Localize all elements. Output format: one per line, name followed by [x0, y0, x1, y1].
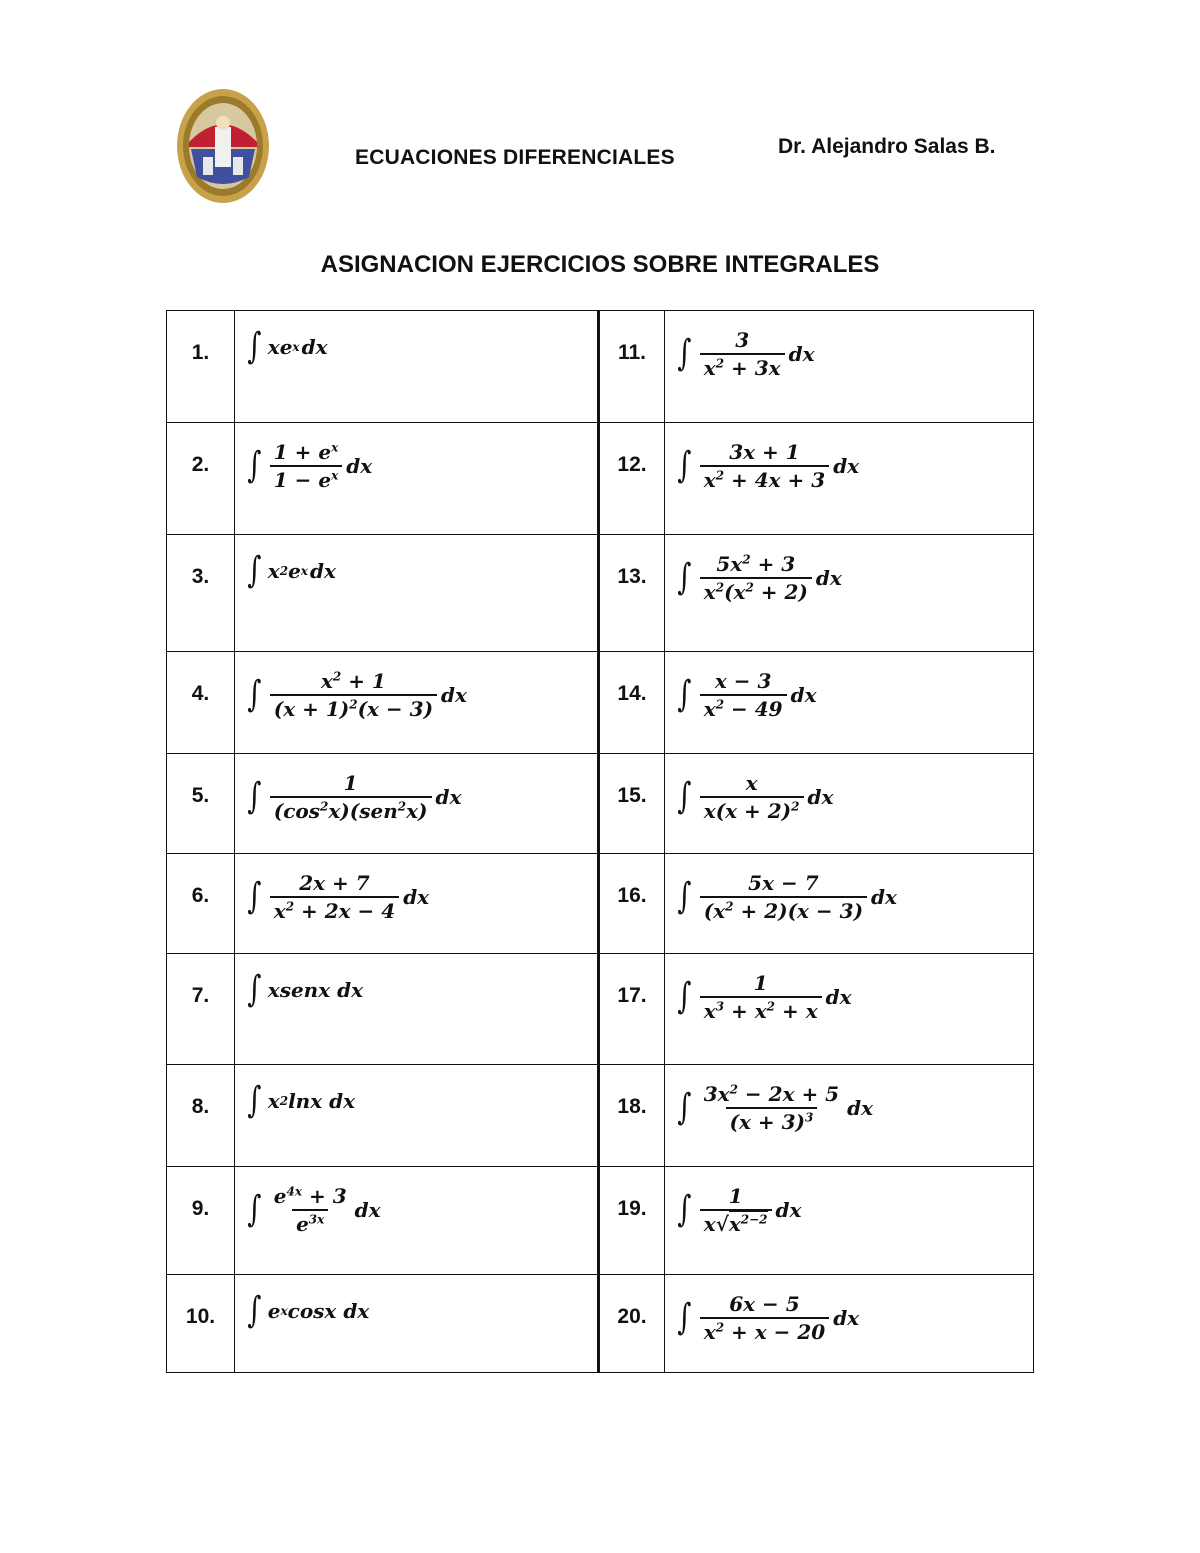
exercise-number: 20. [599, 1275, 665, 1373]
table-row [167, 854, 1034, 954]
exercise-number: 14. [599, 652, 665, 754]
exercise-expression: ∫ $\frac{1}{x√x^{2-2}}$ dx [665, 1167, 1034, 1275]
exercise-expression: ∫ xsenx dx [235, 954, 599, 1065]
table-row [167, 1065, 1034, 1167]
exercise-expression: ∫ $\frac{6x - 5}{x^2 + x - 20}$ dx [665, 1275, 1034, 1373]
exercise-number: 19. [599, 1167, 665, 1275]
exercise-expression: ∫ x 2 lnx dx [235, 1065, 599, 1167]
university-seal-icon [175, 87, 271, 205]
exercise-expression: ∫ $\frac{2x + 7}{x^2 + 2x - 4}$ dx [235, 854, 599, 954]
exercise-number: 13. [599, 535, 665, 652]
table-row [167, 1275, 1034, 1373]
page-title: ASIGNACION EJERCICIOS SOBRE INTEGRALES [320, 251, 880, 278]
table-row [167, 311, 1034, 423]
exercise-number: 1. [167, 311, 235, 423]
exercise-expression: ∫ $\frac{3x + 1}{x^2 + 4x + 3}$ dx [665, 423, 1034, 535]
exercise-expression: ∫ $\frac{x - 3}{x^2 - 49}$ dx [665, 652, 1034, 754]
exercise-expression: ∫ $\frac{3}{x^2 + 3x}$ dx [665, 311, 1034, 423]
exercise-expression: ∫ $\frac{5x - 7}{(x^2 + 2)(x - 3)}$ dx [665, 854, 1034, 954]
exercise-expression: ∫ $\frac{5x^2 + 3}{x^2(x^2 + 2)}$ dx [665, 535, 1034, 652]
exercise-number: 4. [167, 652, 235, 754]
exercise-number: 18. [599, 1065, 665, 1167]
exercise-expression: ∫ e x cosx dx [235, 1275, 599, 1373]
exercise-number: 2. [167, 423, 235, 535]
exercise-expression: ∫ $\frac{1 + e^x}{1 - e^x}$ dx [235, 423, 599, 535]
exercise-number: 11. [599, 311, 665, 423]
exercise-number: 15. [599, 754, 665, 854]
table-row [167, 1167, 1034, 1275]
exercise-number: 9. [167, 1167, 235, 1275]
exercise-number: 5. [167, 754, 235, 854]
exercise-number: 8. [167, 1065, 235, 1167]
exercise-number: 12. [599, 423, 665, 535]
exercise-expression: ∫ x 2 e x dx [235, 535, 599, 652]
exercise-expression: ∫ $\frac{3x^2 - 2x + 5}{(x + 3)^3}$ dx [665, 1065, 1034, 1167]
author-name: Dr. Alejandro Salas B. [778, 135, 996, 158]
exercise-expression: ∫ $\frac{1}{(\cos^2x)(sen^2x)}$ dx [235, 754, 599, 854]
table-row [167, 535, 1034, 652]
table-row [167, 954, 1034, 1065]
exercise-expression: ∫ $\frac{e^{4x} + 3}{e^{3x}}$ dx [235, 1167, 599, 1275]
exercise-number: 17. [599, 954, 665, 1065]
exercise-table [166, 310, 1034, 1373]
exercise-number: 16. [599, 854, 665, 954]
exercise-expression: ∫ xe x dx [235, 311, 599, 423]
exercise-expression: ∫ $\frac{x^2 + 1}{(x + 1)^2(x - 3)}$ dx [235, 652, 599, 754]
exercise-number: 3. [167, 535, 235, 652]
table-row [167, 652, 1034, 754]
exercise-expression: ∫ $\frac{1}{x^3 + x^2 + x}$ dx [665, 954, 1034, 1065]
exercise-number: 7. [167, 954, 235, 1065]
course-title: ECUACIONES DIFERENCIALES [355, 146, 675, 169]
table-row [167, 423, 1034, 535]
exercise-expression: ∫ $\frac{x}{x(x + 2)^2}$ dx [665, 754, 1034, 854]
exercise-number: 10. [167, 1275, 235, 1373]
table-row [167, 754, 1034, 854]
exercise-number: 6. [167, 854, 235, 954]
